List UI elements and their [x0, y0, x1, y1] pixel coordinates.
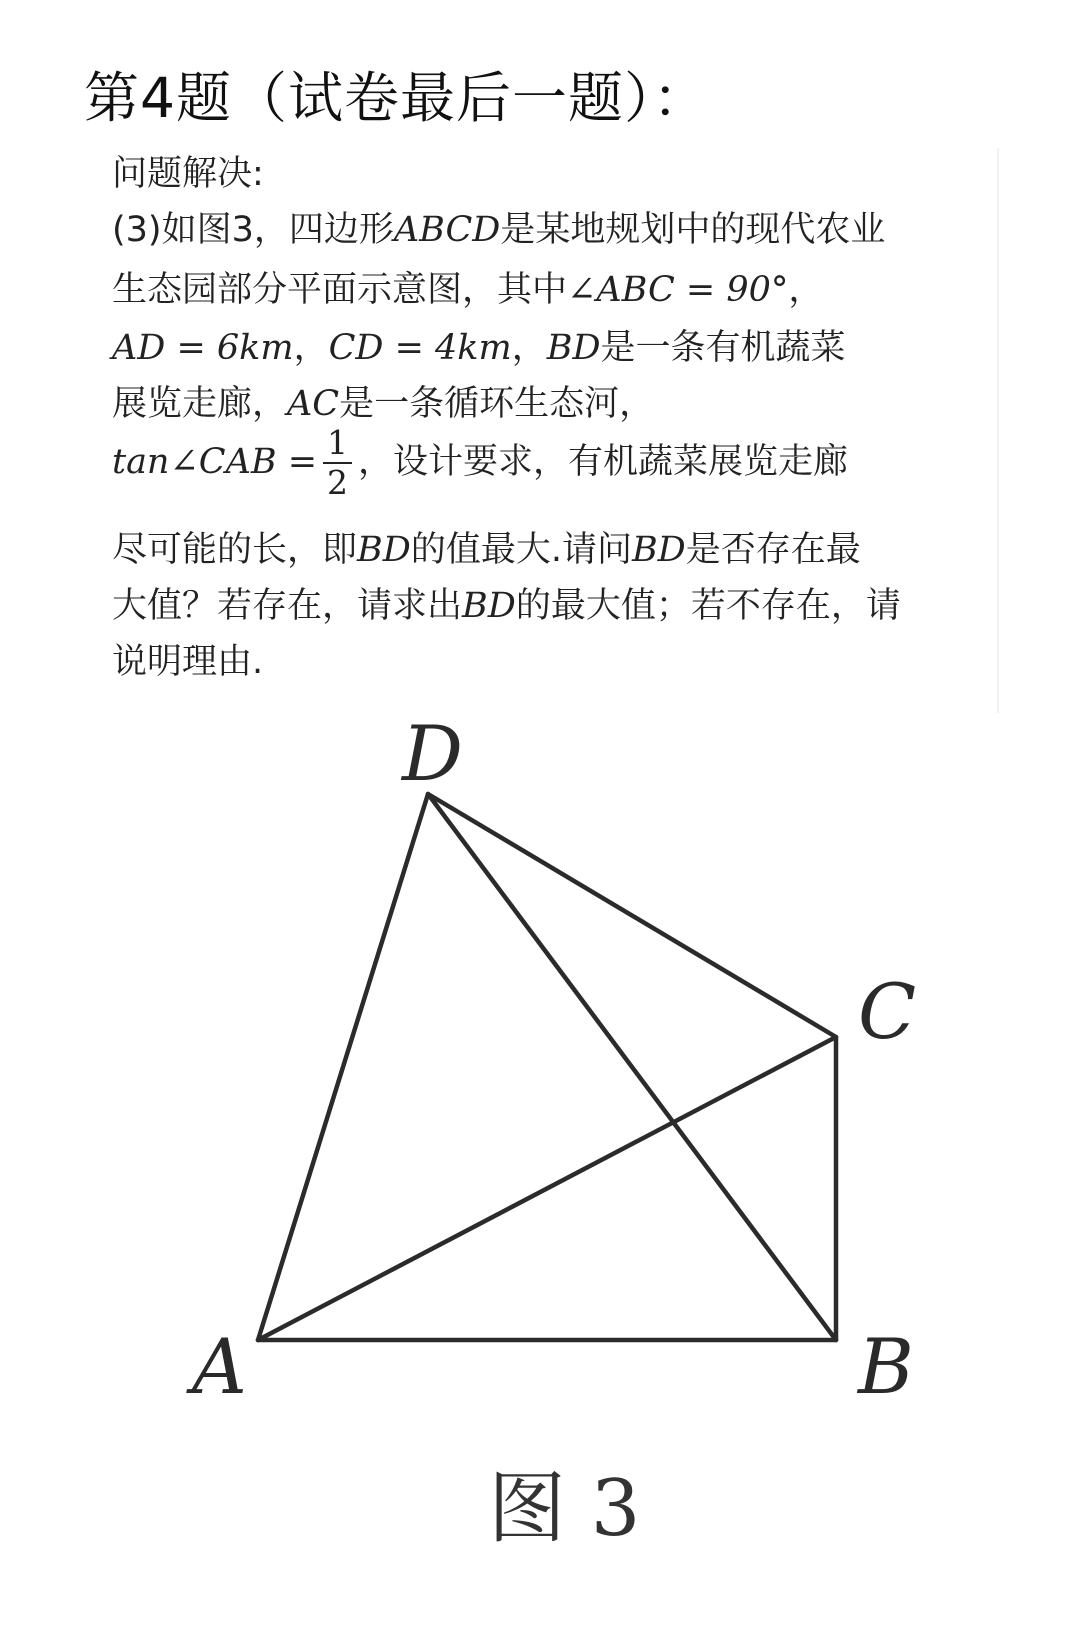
math-bd: BD [357, 530, 411, 570]
question-title: 第4题（试卷最后一题）： [84, 66, 709, 130]
math-bd: BD [462, 586, 516, 626]
math-bd: BD [546, 328, 601, 368]
text-segment: (3)如图3，四边形 [112, 210, 394, 250]
section-heading: 问题解决: [112, 154, 264, 194]
figure-segments [258, 794, 836, 1340]
math-cd-length: CD = 4km [328, 328, 512, 368]
text-segment: ， [788, 270, 824, 310]
math-angle-abc: ∠ABC = 90° [567, 270, 789, 310]
math-quadrilateral: ABCD [393, 210, 501, 250]
segment-cd [428, 794, 836, 1037]
text-segment: 的值最大.请问 [410, 530, 632, 570]
text-segment: 说明理由. [112, 642, 264, 682]
text-segment: 展览走廊， [112, 384, 288, 424]
math-bd: BD [631, 530, 686, 570]
text-segment: ， [511, 328, 547, 368]
problem-line-1 [112, 146, 264, 196]
point-label-a: A [192, 1322, 247, 1411]
text-segment: 是否存在最 [685, 530, 861, 570]
problem-line-7 [112, 522, 861, 572]
problem-line-6 [112, 424, 848, 502]
segment-ac [258, 1037, 836, 1340]
text-segment: ，设计要求，有机蔬菜展览走廊 [358, 442, 849, 482]
problem-line-5 [112, 376, 654, 426]
text-segment: 生态园部分平面示意图，其中 [112, 270, 568, 310]
problem-line-9 [112, 634, 263, 684]
fraction-one-half [323, 424, 352, 502]
problem-line-4 [112, 320, 846, 370]
text-segment: 是一条循环生态河， [339, 384, 655, 424]
point-label-c: C [858, 967, 917, 1056]
column-divider [997, 148, 999, 713]
text-segment: 大值？若存在，请求出 [112, 586, 463, 626]
problem-line-2 [112, 202, 885, 252]
figure-3-diagram [0, 700, 1080, 1649]
problem-line-3 [112, 262, 823, 312]
text-segment: 是一条有机蔬菜 [600, 328, 846, 368]
text-segment: 的最大值；若不存在，请 [515, 586, 901, 626]
segment-da [258, 794, 428, 1340]
math-ac: AC [287, 384, 340, 424]
fraction-denominator: 2 [327, 463, 349, 502]
fraction-numerator: 1 [323, 424, 352, 464]
text-segment: 尽可能的长，即 [112, 530, 358, 570]
text-segment: ， [293, 328, 329, 368]
problem-line-8 [112, 578, 901, 628]
point-label-d: D [402, 709, 463, 798]
math-tan-cab: tan∠CAB = [112, 442, 318, 482]
math-ad-length: AD = 6km [112, 328, 294, 368]
point-label-b: B [858, 1322, 914, 1411]
text-segment: 是某地规划中的现代农业 [500, 210, 886, 250]
figure-caption: 图 3 [488, 1464, 641, 1554]
